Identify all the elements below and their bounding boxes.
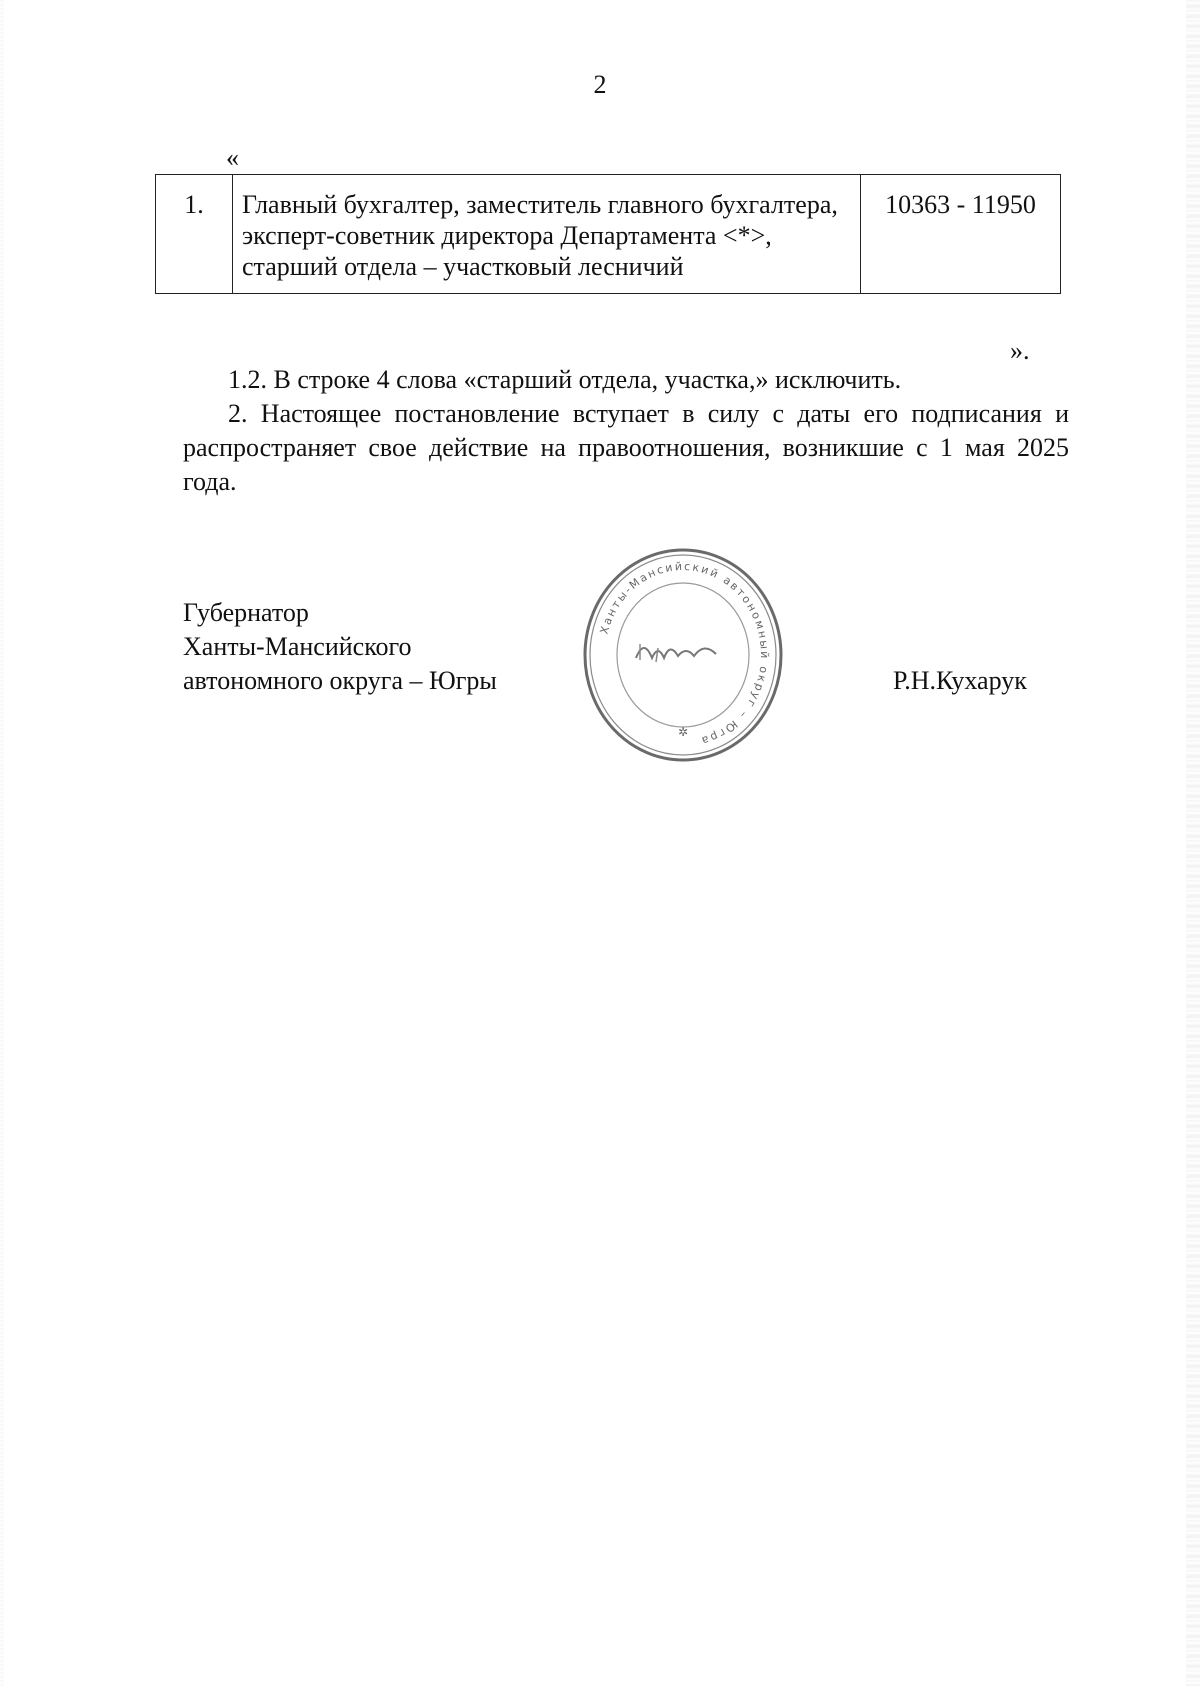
effective-date-paragraph: 2. Настоящее постановление вступает в силу с даты его подписания и распространяет свое действие на правоотношения, возникшие с 1 мая 2025 года. (183, 399, 1069, 496)
scan-edge-right (1186, 0, 1200, 1686)
page-number: 2 (593, 70, 607, 99)
signatory-title-line: Ханты-Мансийского (183, 632, 412, 661)
closing-quote: ». (1010, 336, 1030, 365)
position-title: Главный бухгалтер, заместитель главного бухгалтера, эксперт-советник директора Департамента <*>, старший отдела – участковый лесничий (233, 175, 861, 294)
official-seal (578, 540, 788, 770)
opening-quote: « (226, 143, 239, 172)
salary-range: 10363 - 11950 (861, 175, 1061, 294)
signature-scribble (636, 648, 716, 658)
seal-ring-text-path: Ханты-Мансийский автономный округ – Югра (597, 559, 772, 748)
signatory-title-line: Губернатор (183, 598, 309, 627)
scan-edge-left (0, 0, 4, 1686)
seal-star-icon: ✲ (677, 725, 689, 739)
amendment-paragraph: 1.2. В строке 4 слова «старший отдела, участка,» исключить. (228, 365, 902, 394)
signatory-title-line: автономного округа – Югры (183, 666, 497, 695)
table-row (156, 175, 1061, 294)
signatory-title (183, 596, 497, 698)
row-number: 1. (156, 175, 233, 294)
signatory-name: Р.Н.Кухарук (893, 666, 1027, 695)
position-table (155, 174, 1061, 294)
seal-ring-text (597, 560, 771, 748)
